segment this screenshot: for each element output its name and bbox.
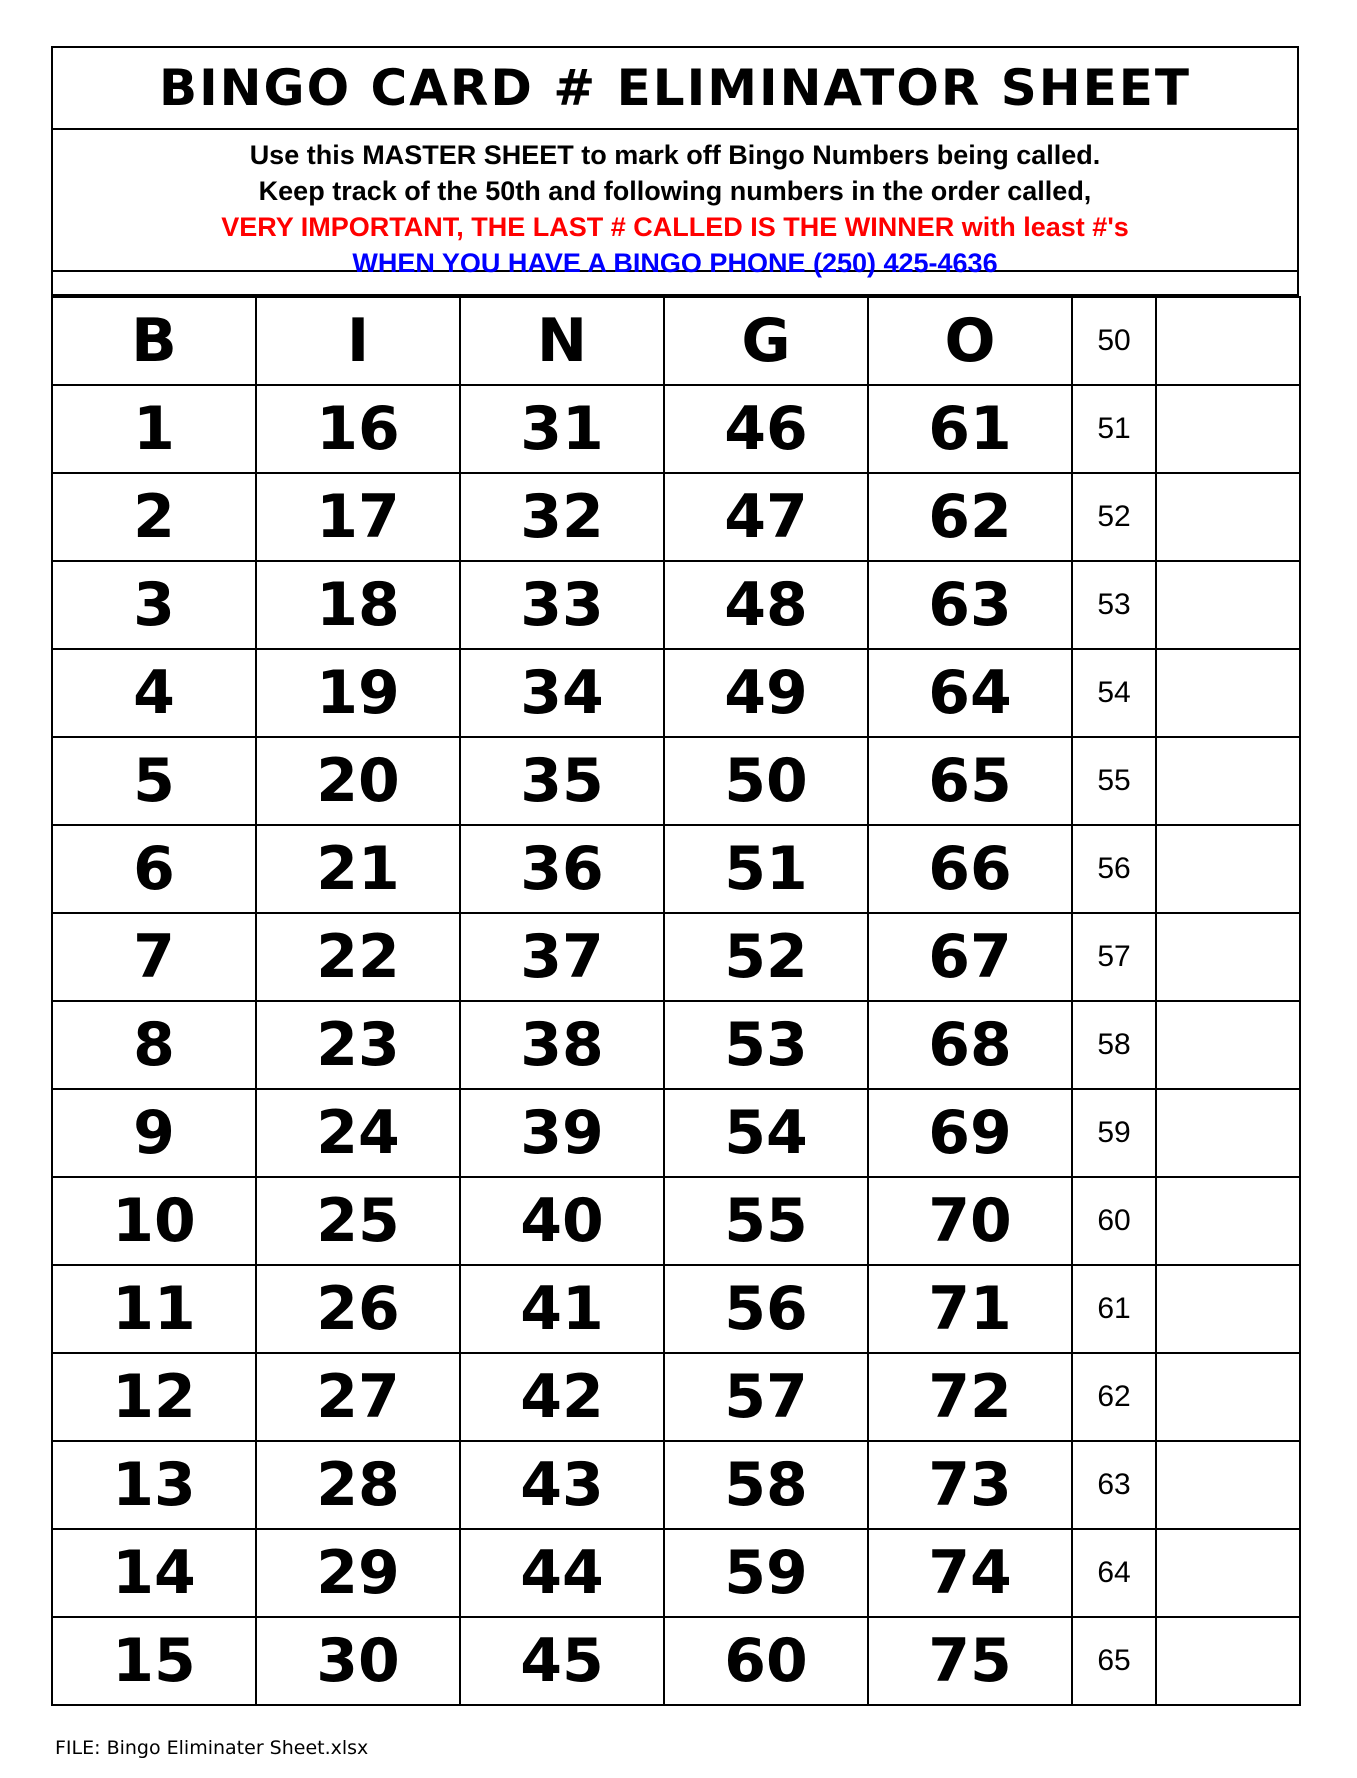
- call-entry-cell[interactable]: [1156, 1265, 1300, 1353]
- eliminator-sheet: [51, 46, 1299, 1706]
- bingo-number-b[interactable]: 12: [52, 1353, 256, 1441]
- table-row: [52, 1529, 1300, 1617]
- bingo-number-o[interactable]: 66: [868, 825, 1072, 913]
- header-row: [52, 297, 1300, 385]
- bingo-number-n[interactable]: 42: [460, 1353, 664, 1441]
- table-row: [52, 1617, 1300, 1705]
- bingo-number-i[interactable]: 27: [256, 1353, 460, 1441]
- bingo-number-g[interactable]: 60: [664, 1617, 868, 1705]
- column-header-b: B: [52, 297, 256, 385]
- bingo-number-i[interactable]: 28: [256, 1441, 460, 1529]
- call-order-number: 56: [1072, 825, 1156, 913]
- bingo-number-o[interactable]: 71: [868, 1265, 1072, 1353]
- bingo-number-n[interactable]: 33: [460, 561, 664, 649]
- bingo-number-g[interactable]: 59: [664, 1529, 868, 1617]
- call-order-number: 53: [1072, 561, 1156, 649]
- table-row: [52, 1353, 1300, 1441]
- bingo-number-n[interactable]: 32: [460, 473, 664, 561]
- call-order-number: 62: [1072, 1353, 1156, 1441]
- bingo-number-o[interactable]: 73: [868, 1441, 1072, 1529]
- call-entry-cell[interactable]: [1156, 913, 1300, 1001]
- table-row: [52, 1001, 1300, 1089]
- bingo-number-i[interactable]: 19: [256, 649, 460, 737]
- page-title: BINGO CARD # ELIMINATOR SHEET: [158, 59, 1192, 117]
- call-order-number: 60: [1072, 1177, 1156, 1265]
- bingo-number-n[interactable]: 37: [460, 913, 664, 1001]
- call-order-number: 52: [1072, 473, 1156, 561]
- bingo-number-grid: [51, 296, 1301, 1706]
- bingo-number-b[interactable]: 10: [52, 1177, 256, 1265]
- bingo-number-b[interactable]: 2: [52, 473, 256, 561]
- bingo-number-b[interactable]: 8: [52, 1001, 256, 1089]
- bingo-number-g[interactable]: 49: [664, 649, 868, 737]
- title-box: [51, 46, 1299, 130]
- bingo-number-o[interactable]: 61: [868, 385, 1072, 473]
- call-entry-cell[interactable]: [1156, 1353, 1300, 1441]
- bingo-number-b[interactable]: 13: [52, 1441, 256, 1529]
- grid-body: [52, 297, 1300, 1705]
- bingo-number-n[interactable]: 43: [460, 1441, 664, 1529]
- bingo-number-n[interactable]: 44: [460, 1529, 664, 1617]
- column-header-o: O: [868, 297, 1072, 385]
- call-entry-cell[interactable]: [1156, 649, 1300, 737]
- call-order-number: 65: [1072, 1617, 1156, 1705]
- call-entry-cell[interactable]: [1156, 297, 1300, 385]
- instruction-line-1: Use this MASTER SHEET to mark off Bingo Numbers being called.: [249, 140, 1101, 170]
- bingo-number-i[interactable]: 30: [256, 1617, 460, 1705]
- bingo-number-g[interactable]: 53: [664, 1001, 868, 1089]
- call-entry-cell[interactable]: [1156, 1529, 1300, 1617]
- bingo-number-n[interactable]: 36: [460, 825, 664, 913]
- bingo-number-b[interactable]: 1: [52, 385, 256, 473]
- bingo-number-o[interactable]: 74: [868, 1529, 1072, 1617]
- bingo-number-n[interactable]: 40: [460, 1177, 664, 1265]
- table-row: [52, 1441, 1300, 1529]
- table-row: [52, 737, 1300, 825]
- call-order-number: 57: [1072, 913, 1156, 1001]
- table-row: [52, 473, 1300, 561]
- bingo-number-o[interactable]: 70: [868, 1177, 1072, 1265]
- call-entry-cell[interactable]: [1156, 825, 1300, 913]
- bingo-number-i[interactable]: 23: [256, 1001, 460, 1089]
- bingo-number-g[interactable]: 47: [664, 473, 868, 561]
- bingo-number-o[interactable]: 68: [868, 1001, 1072, 1089]
- call-order-number: 50: [1072, 297, 1156, 385]
- bingo-number-i[interactable]: 24: [256, 1089, 460, 1177]
- call-entry-cell[interactable]: [1156, 1441, 1300, 1529]
- bingo-number-g[interactable]: 46: [664, 385, 868, 473]
- file-name-note: FILE: Bingo Eliminater Sheet.xlsx: [55, 1737, 369, 1759]
- bingo-number-i[interactable]: 21: [256, 825, 460, 913]
- call-entry-cell[interactable]: [1156, 561, 1300, 649]
- bingo-number-i[interactable]: 20: [256, 737, 460, 825]
- bingo-number-o[interactable]: 62: [868, 473, 1072, 561]
- call-entry-cell[interactable]: [1156, 1001, 1300, 1089]
- bingo-number-n[interactable]: 39: [460, 1089, 664, 1177]
- bingo-number-i[interactable]: 22: [256, 913, 460, 1001]
- table-row: [52, 1177, 1300, 1265]
- call-entry-cell[interactable]: [1156, 385, 1300, 473]
- bingo-number-b[interactable]: 14: [52, 1529, 256, 1617]
- bingo-number-b[interactable]: 11: [52, 1265, 256, 1353]
- call-order-number: 59: [1072, 1089, 1156, 1177]
- bingo-number-b[interactable]: 7: [52, 913, 256, 1001]
- bingo-number-o[interactable]: 72: [868, 1353, 1072, 1441]
- bingo-number-g[interactable]: 58: [664, 1441, 868, 1529]
- bingo-number-n[interactable]: 35: [460, 737, 664, 825]
- bingo-number-o[interactable]: 63: [868, 561, 1072, 649]
- table-row: [52, 913, 1300, 1001]
- bingo-number-g[interactable]: 52: [664, 913, 868, 1001]
- call-order-number: 54: [1072, 649, 1156, 737]
- bingo-number-i[interactable]: 17: [256, 473, 460, 561]
- bingo-number-i[interactable]: 16: [256, 385, 460, 473]
- bingo-number-n[interactable]: 38: [460, 1001, 664, 1089]
- instruction-warning: VERY IMPORTANT, THE LAST # CALLED IS THE WINNER with least #'s: [221, 212, 1129, 242]
- bingo-number-i[interactable]: 25: [256, 1177, 460, 1265]
- bingo-number-i[interactable]: 29: [256, 1529, 460, 1617]
- bingo-number-o[interactable]: 64: [868, 649, 1072, 737]
- call-order-number: 58: [1072, 1001, 1156, 1089]
- bingo-number-g[interactable]: 54: [664, 1089, 868, 1177]
- instructions-box: [51, 130, 1299, 278]
- table-row: [52, 649, 1300, 737]
- instruction-phone: WHEN YOU HAVE A BINGO PHONE (250) 425-4636: [352, 248, 998, 278]
- bingo-number-g[interactable]: 48: [664, 561, 868, 649]
- table-row: [52, 825, 1300, 913]
- bingo-number-g[interactable]: 50: [664, 737, 868, 825]
- bingo-number-b[interactable]: 3: [52, 561, 256, 649]
- bingo-number-g[interactable]: 57: [664, 1353, 868, 1441]
- bingo-number-o[interactable]: 67: [868, 913, 1072, 1001]
- bingo-number-b[interactable]: 15: [52, 1617, 256, 1705]
- bingo-number-n[interactable]: 41: [460, 1265, 664, 1353]
- bingo-number-o[interactable]: 65: [868, 737, 1072, 825]
- table-row: [52, 561, 1300, 649]
- bingo-number-b[interactable]: 6: [52, 825, 256, 913]
- bingo-number-b[interactable]: 5: [52, 737, 256, 825]
- table-row: [52, 385, 1300, 473]
- table-row: [52, 1265, 1300, 1353]
- call-entry-cell[interactable]: [1156, 1177, 1300, 1265]
- call-entry-cell[interactable]: [1156, 737, 1300, 825]
- column-header-i: I: [256, 297, 460, 385]
- bingo-number-n[interactable]: 45: [460, 1617, 664, 1705]
- bingo-number-o[interactable]: 75: [868, 1617, 1072, 1705]
- call-entry-cell[interactable]: [1156, 473, 1300, 561]
- call-order-number: 64: [1072, 1529, 1156, 1617]
- call-order-number: 51: [1072, 385, 1156, 473]
- bingo-number-b[interactable]: 9: [52, 1089, 256, 1177]
- bingo-number-g[interactable]: 51: [664, 825, 868, 913]
- call-entry-cell[interactable]: [1156, 1089, 1300, 1177]
- bingo-number-n[interactable]: 34: [460, 649, 664, 737]
- call-order-number: 61: [1072, 1265, 1156, 1353]
- bingo-number-n[interactable]: 31: [460, 385, 664, 473]
- call-order-number: 63: [1072, 1441, 1156, 1529]
- column-header-n: N: [460, 297, 664, 385]
- bingo-number-g[interactable]: 56: [664, 1265, 868, 1353]
- column-header-g: G: [664, 297, 868, 385]
- bingo-number-i[interactable]: 18: [256, 561, 460, 649]
- bingo-number-g[interactable]: 55: [664, 1177, 868, 1265]
- call-order-number: 55: [1072, 737, 1156, 825]
- bingo-number-b[interactable]: 4: [52, 649, 256, 737]
- bingo-number-o[interactable]: 69: [868, 1089, 1072, 1177]
- bingo-number-i[interactable]: 26: [256, 1265, 460, 1353]
- instruction-line-2: Keep track of the 50th and following numbers in the order called,: [258, 176, 1092, 206]
- table-row: [52, 1089, 1300, 1177]
- call-entry-cell[interactable]: [1156, 1617, 1300, 1705]
